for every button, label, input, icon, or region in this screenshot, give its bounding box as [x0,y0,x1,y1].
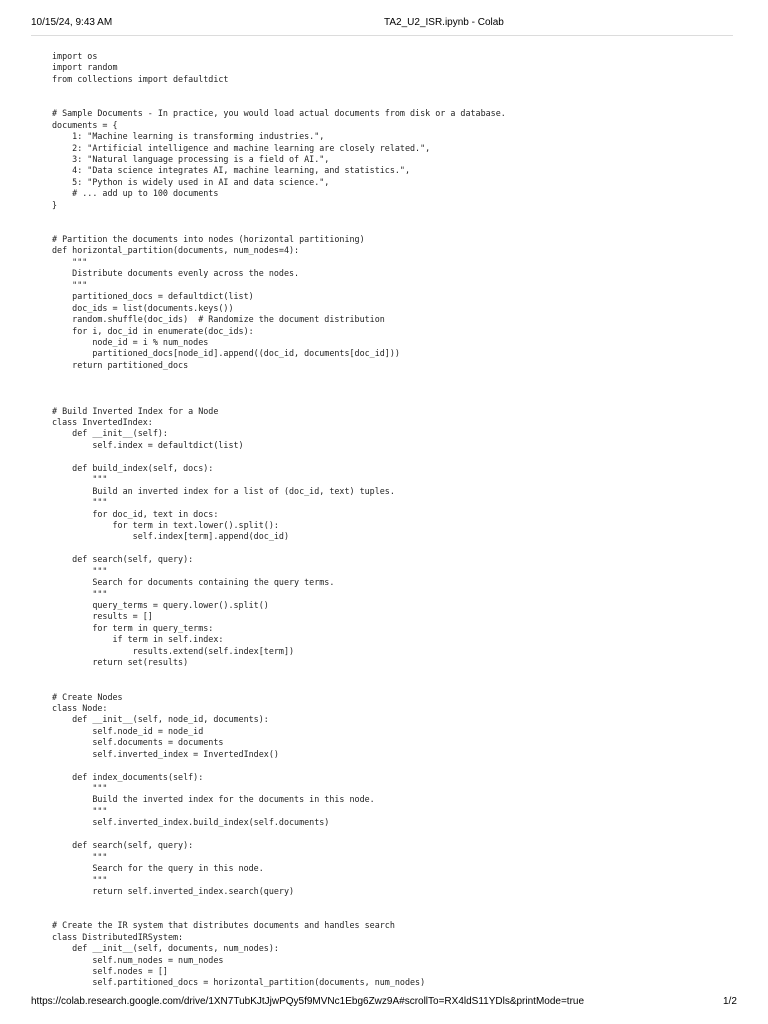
code-line: """ [52,874,108,885]
code-line: # Sample Documents - In practice, you would load actual documents from disk or a database. [52,108,506,119]
code-line: self.inverted_index = InvertedIndex() [52,748,279,759]
code-line: self.node_id = node_id [52,725,204,736]
code-line: } [52,199,58,210]
code-line: partitioned_docs[node_id].append((doc_id, documents[doc_id])) [52,348,400,359]
code-line: import random [52,62,118,73]
page-url: https://colab.research.google.com/drive/1XN7TubKJtJjwPQy5f9MVNc1Ebg6Zwz9A#scrollTo=RX4ldS11YDls&printMode=true [31,996,585,1007]
code-line: """ [52,565,108,576]
code-line: self.index = defaultdict(list) [52,439,244,450]
code-line [52,85,506,96]
code-line [52,680,506,691]
code-line: def index_documents(self): [52,771,204,782]
code-line: class InvertedIndex: [52,417,153,427]
code-line: 4: "Data science integrates AI, machine learning, and statistics.", [52,165,410,176]
code-line [52,211,506,222]
code-line [52,829,506,840]
code-line [52,223,506,234]
code-line [52,669,506,680]
code-line: def __init__(self, documents, num_nodes): [52,943,279,954]
code-line: """ [52,588,108,599]
code-line: documents = { [52,119,118,130]
code-line: # Build Inverted Index for a Node [52,405,219,416]
code-line: node_id = i % num_nodes [52,336,209,347]
code-line: query_terms = query.lower().split() [52,600,269,610]
code-line: def search(self, query): [52,554,194,565]
code-line: for term in query_terms: [52,622,214,633]
code-line [52,543,506,554]
code-line: """ [52,279,88,290]
code-line [52,394,506,405]
code-line: self.index[term].append(doc_id) [52,531,289,542]
code-line: results.extend(self.index[term]) [52,645,295,656]
header-divider [31,35,733,36]
code-line: # ... add up to 100 documents [52,188,219,199]
code-line: for term in text.lower().split(): [52,519,279,530]
code-line: """ [52,805,108,816]
code-line [52,383,506,394]
code-line: return partitioned_docs [52,359,189,370]
code-line [52,909,506,920]
code-line: random.shuffle(doc_ids) # Randomize the document distribution [52,314,385,325]
code-line: # Partition the documents into nodes (horizontal partitioning) [52,234,365,244]
code-line: Build an inverted index for a list of (doc_id, text) tuples. [52,485,395,496]
code-line: self.partitioned_docs = horizontal_partition(documents, num_nodes) [52,977,426,988]
print-datetime: 10/15/24, 9:43 AM [31,17,113,28]
code-line: import os [52,51,98,61]
code-line: def horizontal_partition(documents, num_nodes=4): [52,245,300,256]
code-line: from collections import defaultdict [52,73,229,84]
code-line: # Create the IR system that distributes documents and handles search [52,920,395,931]
code-line: class DistributedIRSystem: [52,931,184,942]
code-line: return self.inverted_index.search(query) [52,885,295,896]
code-line: Distribute documents evenly across the nodes. [52,268,300,279]
code-line: 1: "Machine learning is transforming industries.", [52,131,325,142]
code-cell [52,51,506,989]
code-line: results = [] [52,611,153,622]
code-line [52,760,506,771]
code-line [52,97,506,108]
page-title: TA2_U2_ISR.ipynb - Colab [384,17,504,28]
code-line: def search(self, query): [52,840,194,851]
code-line: self.nodes = [] [52,966,168,976]
code-line: """ [52,497,108,508]
code-line: 2: "Artificial intelligence and machine learning are closely related.", [52,142,431,153]
code-line: self.num_nodes = num_nodes [52,954,224,965]
code-line: Build the inverted index for the documents in this node. [52,794,375,805]
code-line: def __init__(self, node_id, documents): [52,714,269,725]
code-line: for i, doc_id in enumerate(doc_ids): [52,325,254,336]
code-line: class Node: [52,702,108,713]
code-line: self.inverted_index.build_index(self.documents) [52,817,330,828]
code-line: if term in self.index: [52,634,224,645]
code-line [52,897,506,908]
code-line: partitioned_docs = defaultdict(list) [52,291,254,302]
code-line [52,451,506,462]
code-line: doc_ids = list(documents.keys()) [52,302,234,313]
code-line: """ [52,783,108,793]
code-line: def __init__(self): [52,428,168,439]
page-number: 1/2 [723,996,737,1007]
code-line: 5: "Python is widely used in AI and data science.", [52,176,330,187]
code-line: # Create Nodes [52,691,123,702]
code-line: """ [52,256,88,267]
code-line: 3: "Natural language processing is a field of AI.", [52,153,330,164]
code-line: self.documents = documents [52,737,224,748]
code-line: for doc_id, text in docs: [52,508,219,519]
code-line: Search for the query in this node. [52,863,264,874]
code-line: """ [52,474,108,485]
code-line [52,371,506,382]
code-line: return set(results) [52,657,189,668]
code-line: def build_index(self, docs): [52,462,214,473]
code-line: """ [52,851,108,862]
code-line: Search for documents containing the query terms. [52,577,335,588]
